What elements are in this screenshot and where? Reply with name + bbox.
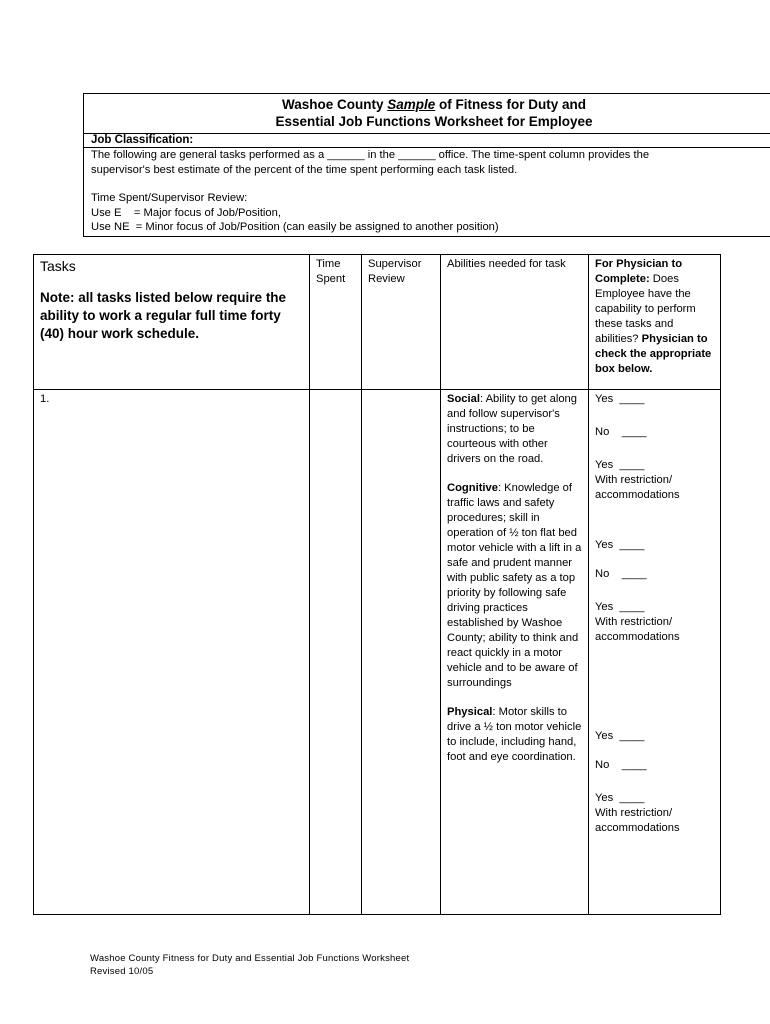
time-spent-header: Time Spent: [310, 255, 362, 390]
answer-restriction: With restriction/: [595, 474, 673, 486]
answer-no[interactable]: No ____: [595, 426, 647, 438]
answer-restriction: With restriction/: [595, 616, 673, 628]
ability-text: : Ability to get along and follow supervisor's instructions; to be courteous with other drivers on the road.: [447, 393, 577, 465]
abilities-header: Abilities needed for task: [441, 255, 589, 390]
answer-no[interactable]: No ____: [595, 568, 647, 580]
physician-header-bold: For Physician to Complete:: [595, 258, 683, 285]
legend-title: Time Spent/Supervisor Review:: [91, 192, 248, 204]
intro-line2: supervisor's best estimate of the percent of the time spent performing each task listed.: [91, 163, 518, 176]
table-row: [34, 390, 721, 915]
title-suffix: of Fitness for Duty and: [435, 97, 587, 112]
ability-label: Social: [447, 393, 480, 405]
ability-social: [447, 392, 582, 467]
title-line2: Essential Job Functions Worksheet for Employee: [275, 114, 593, 129]
supervisor-review-cell[interactable]: [362, 390, 441, 915]
physician-answers-cell: [589, 390, 721, 915]
abilities-cell: [441, 390, 589, 915]
legend-e: Use E = Major focus of Job/Position,: [91, 206, 281, 219]
legend-ne: Use NE = Minor focus of Job/Position (can easily be assigned to another position): [91, 221, 499, 233]
tasks-table: [33, 254, 721, 915]
answer-yes[interactable]: Yes ____: [595, 730, 645, 742]
answer-accommodations: accommodations: [595, 489, 680, 501]
page-footer: [90, 953, 409, 978]
answer-restriction: With restriction/: [595, 807, 673, 819]
job-classification-label: Job Classification:: [84, 133, 770, 147]
answer-yes-with[interactable]: Yes ____: [595, 792, 645, 804]
title-sample: Sample: [387, 97, 436, 112]
time-spent-cell[interactable]: [310, 390, 362, 915]
tasks-header-cell: [34, 255, 310, 390]
supervisor-review-header: Supervisor Review: [362, 255, 441, 390]
ability-physical: [447, 705, 582, 765]
footer-line1: Washoe County Fitness for Duty and Essential Job Functions Worksheet: [90, 953, 410, 964]
answer-yes-with[interactable]: Yes ____: [595, 601, 645, 613]
ability-label: Physical: [447, 706, 493, 718]
worksheet-header: [83, 93, 770, 237]
ability-cognitive: [447, 481, 582, 691]
ability-text: : Motor skills to drive a ½ ton motor vehicle to include, including hand, foot and eye coordination.: [447, 706, 582, 763]
answer-yes[interactable]: Yes ____: [595, 539, 645, 551]
ability-label: Cognitive: [447, 482, 498, 494]
answer-no[interactable]: No ____: [595, 759, 647, 771]
title-prefix: Washoe County: [281, 97, 388, 112]
tasks-header: Tasks: [40, 258, 76, 274]
physician-header: [589, 255, 721, 390]
ability-text: : Knowledge of traffic laws and safety procedures; skill in operation of ½ ton flat bed motor vehicle with a lift in a safe and prudent manner with public safety as a top priority by following safe driving practices established by Washoe County; ability to think and react quickly in a motor vehicle and to be aware of surroundings: [447, 482, 582, 689]
answer-accommodations: accommodations: [595, 631, 680, 643]
physician-header-instruction: Physician to check the appropriate box below.: [595, 333, 712, 375]
answer-yes-with[interactable]: Yes ____: [595, 459, 645, 471]
footer-line2: Revised 10/05: [90, 965, 154, 977]
physician-header-text: Does Employee have the capability to perform these tasks and abilities?: [595, 273, 696, 345]
tasks-note: Note: all tasks listed below require the ability to work a regular full time forty (40) hour work schedule.: [40, 290, 287, 341]
document-title: [84, 94, 770, 130]
intro-section: [84, 147, 770, 236]
task-number: 1.: [34, 390, 310, 915]
answer-yes[interactable]: Yes ____: [595, 393, 645, 405]
answer-accommodations: accommodations: [595, 822, 680, 834]
table-header-row: [34, 255, 721, 390]
intro-line1: The following are general tasks performed as a ______ in the ______ office. The time-spent column provides the: [91, 149, 650, 161]
